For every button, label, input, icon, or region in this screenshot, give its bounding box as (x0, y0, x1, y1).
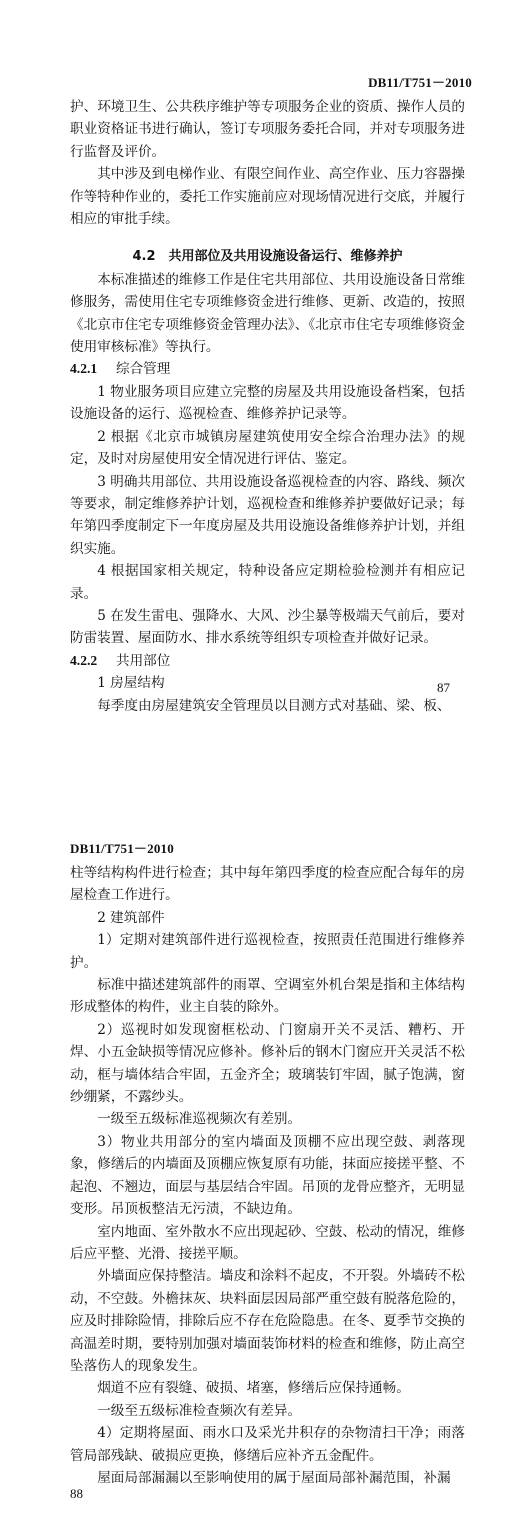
page-number: 87 (437, 680, 450, 695)
paragraph: 4）定期将屋面、雨水口及采光井积存的杂物清扫干净；雨落管局部残缺、破损应更换，修缮后应补齐五金配件。 (70, 1425, 465, 1464)
page-number: 88 (70, 1486, 83, 1501)
paragraph: 室内地面、室外散水不应出现起砂、空鼓、松动的情况，维修后应平整、光滑、接搓平顺。 (70, 1223, 465, 1262)
paragraph: 烟道不应有裂缝、破损、堵塞，修缮后应保持通畅。 (97, 1380, 410, 1397)
paragraph: 5 在发生雷电、强降水、大风、沙尘暴等极端天气前后，要对防雷装置、屋面防水、排水系统等组织专项检查并做好记录。 (70, 607, 465, 647)
paragraph: 一级至五级标准巡视频次有差别。 (97, 1111, 302, 1128)
paragraph: 标准中描述建筑部件的雨罩、空调室外机台架是指和主体结构形成整体的构件，业主自装的除外。 (70, 977, 465, 1016)
paragraph: 一级至五级标准检查频次有差异。 (97, 1402, 302, 1419)
paragraph: 其中涉及到电梯作业、有限空间作业、高空作业、压力容器操作等特种作业的，委托工作实施前应对现场情况进行交底，并履行相应的审批手续。 (70, 166, 465, 228)
paragraph: 3 明确共用部位、共用设施设备巡视检查的内容、路线、频次等要求，制定维修养护计划，巡视检查和维修养护要做好记录；每年第四季度制定下一年度房屋及共用设施设备维修养护计划，并组织实施。 (70, 473, 465, 557)
paragraph: 1）定期对建筑部件进行巡视检查，按照责任范围进行维修养护。 (70, 932, 465, 971)
paragraph: 2 建筑部件 (97, 909, 165, 926)
page-87 (0, 0, 530, 720)
paragraph: 2）巡视时如发现窗框松动、门窗扇开关不灵活、糟朽、开焊、小五金缺损等情况应修补。修补后的钢木门窗应开关灵活不松动，框与墙体结合牢固，五金齐全；玻璃装钉牢固，腻子饱满，窗纱绷紧，不露纱头。 (70, 1021, 465, 1106)
page-header: DB11/T751－2010 (368, 75, 472, 90)
paragraph: 护、环境卫生、公共秩序维护等专项服务企业的资质、操作人员的职业资格证书进行确认，签订专项服务委托合同，并对专项服务进行监督及评价。 (70, 99, 465, 160)
subsection-heading (70, 358, 465, 380)
paragraph: 1 房屋结构 (97, 675, 165, 692)
page-body (70, 862, 465, 1489)
subsection-title: 综合管理 (116, 361, 171, 378)
paragraph: 柱等结构构件进行检查；其中每年第四季度的检查应配合每年的房屋检查工作进行。 (70, 865, 465, 904)
paragraph: 每季度由房屋建筑安全管理员以目测方式对基础、梁、板、 (97, 697, 451, 714)
page-header: DB11/T751－2010 (70, 841, 174, 856)
subsection-number: 4.2.2 (70, 652, 98, 668)
paragraph: 1 物业服务项目应建立完整的房屋及共用设施设备档案，包括设施设备的运行、巡视检查、维修养护记录等。 (70, 383, 465, 423)
page-body (70, 96, 465, 717)
subsection-title: 共用部位 (116, 652, 171, 669)
paragraph: 外墙面应保持整洁。墙皮和涂料不起皮，不开裂。外墙砖不松动，不空鼓。外檐抹灰、块料面层因局部严重空鼓有脱落危险的，应及时排除险情，排除后应不存在危险隐患。在冬、夏季节交换的高温差时期，要特别加强对墙面装饰材料的检查和维修，防止高空坠落伤人的现象发生。 (70, 1268, 465, 1374)
paragraph: 屋面局部漏漏以至影响使用的属于屋面局部补漏范围，补漏 (97, 1469, 451, 1486)
subsection-heading (70, 650, 465, 672)
paragraph: 2 根据《北京市城镇房屋建筑使用安全综合治理办法》的规定，及时对房屋使用安全情况进行评估、鉴定。 (70, 428, 465, 468)
section-heading: 4.2 共用部位及共用设施设备运行、维修养护 (132, 249, 403, 265)
paragraph: 4 根据国家相关规定，特种设备应定期检验检测并有相应记录。 (70, 563, 465, 602)
paragraph: 本标准描述的维修工作是住宅共用部位、共用设施设备日常维修服务，需使用住宅专项维修资金进行维修、更新、改造的，按照《北京市住宅专项维修资金管理办法》、《北京市住宅专项维修资金使用审核标准》等执行。 (70, 271, 465, 356)
page-88 (0, 720, 530, 1534)
subsection-number: 4.2.1 (70, 361, 98, 377)
paragraph: 3）物业共用部分的室内墙面及顶棚不应出现空鼓、剥落现象，修缮后的内墙面及顶棚应恢复原有功能，抹面应接搓平整、不起泡、不翘边，面层与基层结合牢固。吊顶的龙骨应整齐，无明显变形。吊顶板整洁无污渍，不缺边角。 (70, 1133, 465, 1218)
